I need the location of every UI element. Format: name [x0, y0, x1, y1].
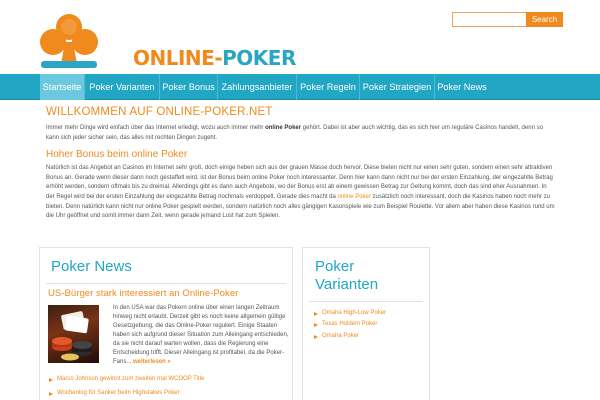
variant-list-item[interactable]: Texas Holdem Poker [322, 321, 378, 327]
site-logo[interactable] [36, 12, 296, 70]
news-body [113, 304, 291, 367]
search-input[interactable] [452, 12, 527, 27]
intro-bold-text: online Poker [265, 125, 302, 131]
variant-list-item[interactable]: Omaha Poker [322, 333, 360, 339]
page-title: WILLKOMMEN AUF ONLINE-POKER.NET [46, 106, 273, 118]
nav-item-poker-news[interactable]: Poker News [437, 82, 487, 92]
intro-text: gehört. Dabei ist aber auch wichtig, das es sich hier um reguläre Casinos handelt, denn so kann sich jeder sicher sein, das alles mit rechten Dingen zugeht. [46, 125, 543, 141]
bonus-paragraph [46, 164, 556, 222]
site-header [0, 0, 600, 74]
nav-item-zahlungsanbieter[interactable]: Zahlungsanbieter [221, 82, 293, 92]
intro-text: Immer mehr Dinge wird einfach über das Internet erledigt, wozu auch immer mehr [46, 125, 266, 131]
nav-item-poker-varianten[interactable]: Poker Varianten [89, 82, 155, 92]
club-logo-icon [36, 12, 102, 70]
divider [46, 283, 286, 284]
bonus-text: Natürlich ist das Angebot an Casinos im Internet sehr groß, doch einige heben sich aus der grauen Masse doch hervor. Diese bieten nicht nur einen sehr guten, sondern einen sehr attraktiven Bonus an. Gerade wenn dieser dann noch gestaffelt wird, ist der Bonus beim online Poker noch interessanter. Denn hier kann dann nicht nur bei der ersten Einzahlung, der eingezahlte Betrag erhöht werden, sondern oftmals bis zu dreimal. Allerdings gibt es dann auch Angebote, wo der Bonus erst ab einem gewissen Betrag zur Geltung kommt, doch das sind eher Ausnahmen. In der Regel wird bei der ersten Einzahlung der eingezahlte Betrag nochmals verdoppelt. Gerade dies macht da [46, 165, 553, 200]
intro-paragraph [46, 124, 556, 143]
side-box-title-line2: Varianten [315, 276, 379, 293]
bullet-arrow-icon [314, 335, 318, 339]
nav-item-startseite[interactable]: Startseite [40, 74, 84, 100]
nav-item-poker-strategien[interactable]: Poker Strategien [362, 82, 432, 92]
logo-text [133, 46, 296, 70]
bullet-arrow-icon [49, 378, 53, 382]
nav-item-poker-bonus[interactable]: Poker Bonus [162, 82, 215, 92]
logo-text-online: ONLINE- [133, 46, 223, 70]
search-form [452, 12, 562, 27]
news-headline[interactable]: US-Bürger stark interessiert an Online-Poker [48, 288, 239, 299]
search-button[interactable]: Search [526, 12, 563, 27]
read-more-link[interactable]: weiterlesen » [133, 359, 171, 365]
poker-news-box [39, 247, 293, 400]
variant-list-item[interactable]: Omaha High-Low Poker [322, 310, 387, 316]
poker-varianten-box [302, 247, 430, 400]
bonus-subtitle: Hoher Bonus beim online Poker [46, 149, 188, 161]
news-thumbnail-image[interactable] [48, 305, 99, 363]
news-list-item[interactable]: Marco Johnson gewinnt zum zweiten mal WCOOP Title [57, 376, 205, 382]
side-box-title [315, 258, 378, 294]
logo-text-poker: POKER [222, 46, 296, 70]
intro-section [46, 106, 556, 222]
side-box-title-line1: Poker [315, 258, 355, 275]
bullet-arrow-icon [49, 392, 53, 396]
main-nav [0, 74, 600, 100]
bullet-arrow-icon [314, 312, 318, 316]
divider [309, 301, 423, 302]
online-poker-link[interactable]: online Poker [337, 193, 371, 200]
nav-item-poker-regeln[interactable]: Poker Regeln [300, 82, 356, 92]
news-list-item[interactable]: Wochenlog für Sanker beim Highstakes Poker [57, 390, 180, 396]
bullet-arrow-icon [314, 323, 318, 327]
news-box-title: Poker News [51, 258, 132, 275]
bonus-text: zusätzlich noch interessant, doch die Kasinos haben noch mehr zu bieten. Denn natürlich kann nicht nur online Poker gespielt werden, sondern natürlich noch alles gängigen Kasonspiele wie zum Beispiel Roulette. Vor allem aber haben diese Kasinos rund um die Uhr geöffnet und somit immer dann Zeit, wenn gerade jemand Lust hat zum Spielen. [46, 193, 555, 220]
news-body-text: In den USA war das Pokern online über einen langen Zeitraum hinweg nicht erlaubt. Derzeit gibt es noch keine allgemein gültige Gesetzgebung, die das Online-Poker reguliert. Einige Staaten haben sich aufgrund dieser Situation zum Alleingang entschieden, da sie nicht darauf warten wollen, dass die Regierung eine Entscheidung trifft. Dieser Alleingang ist profitabel, da die Poker-Fans... [113, 305, 289, 365]
poker-chips-icon [48, 305, 99, 363]
